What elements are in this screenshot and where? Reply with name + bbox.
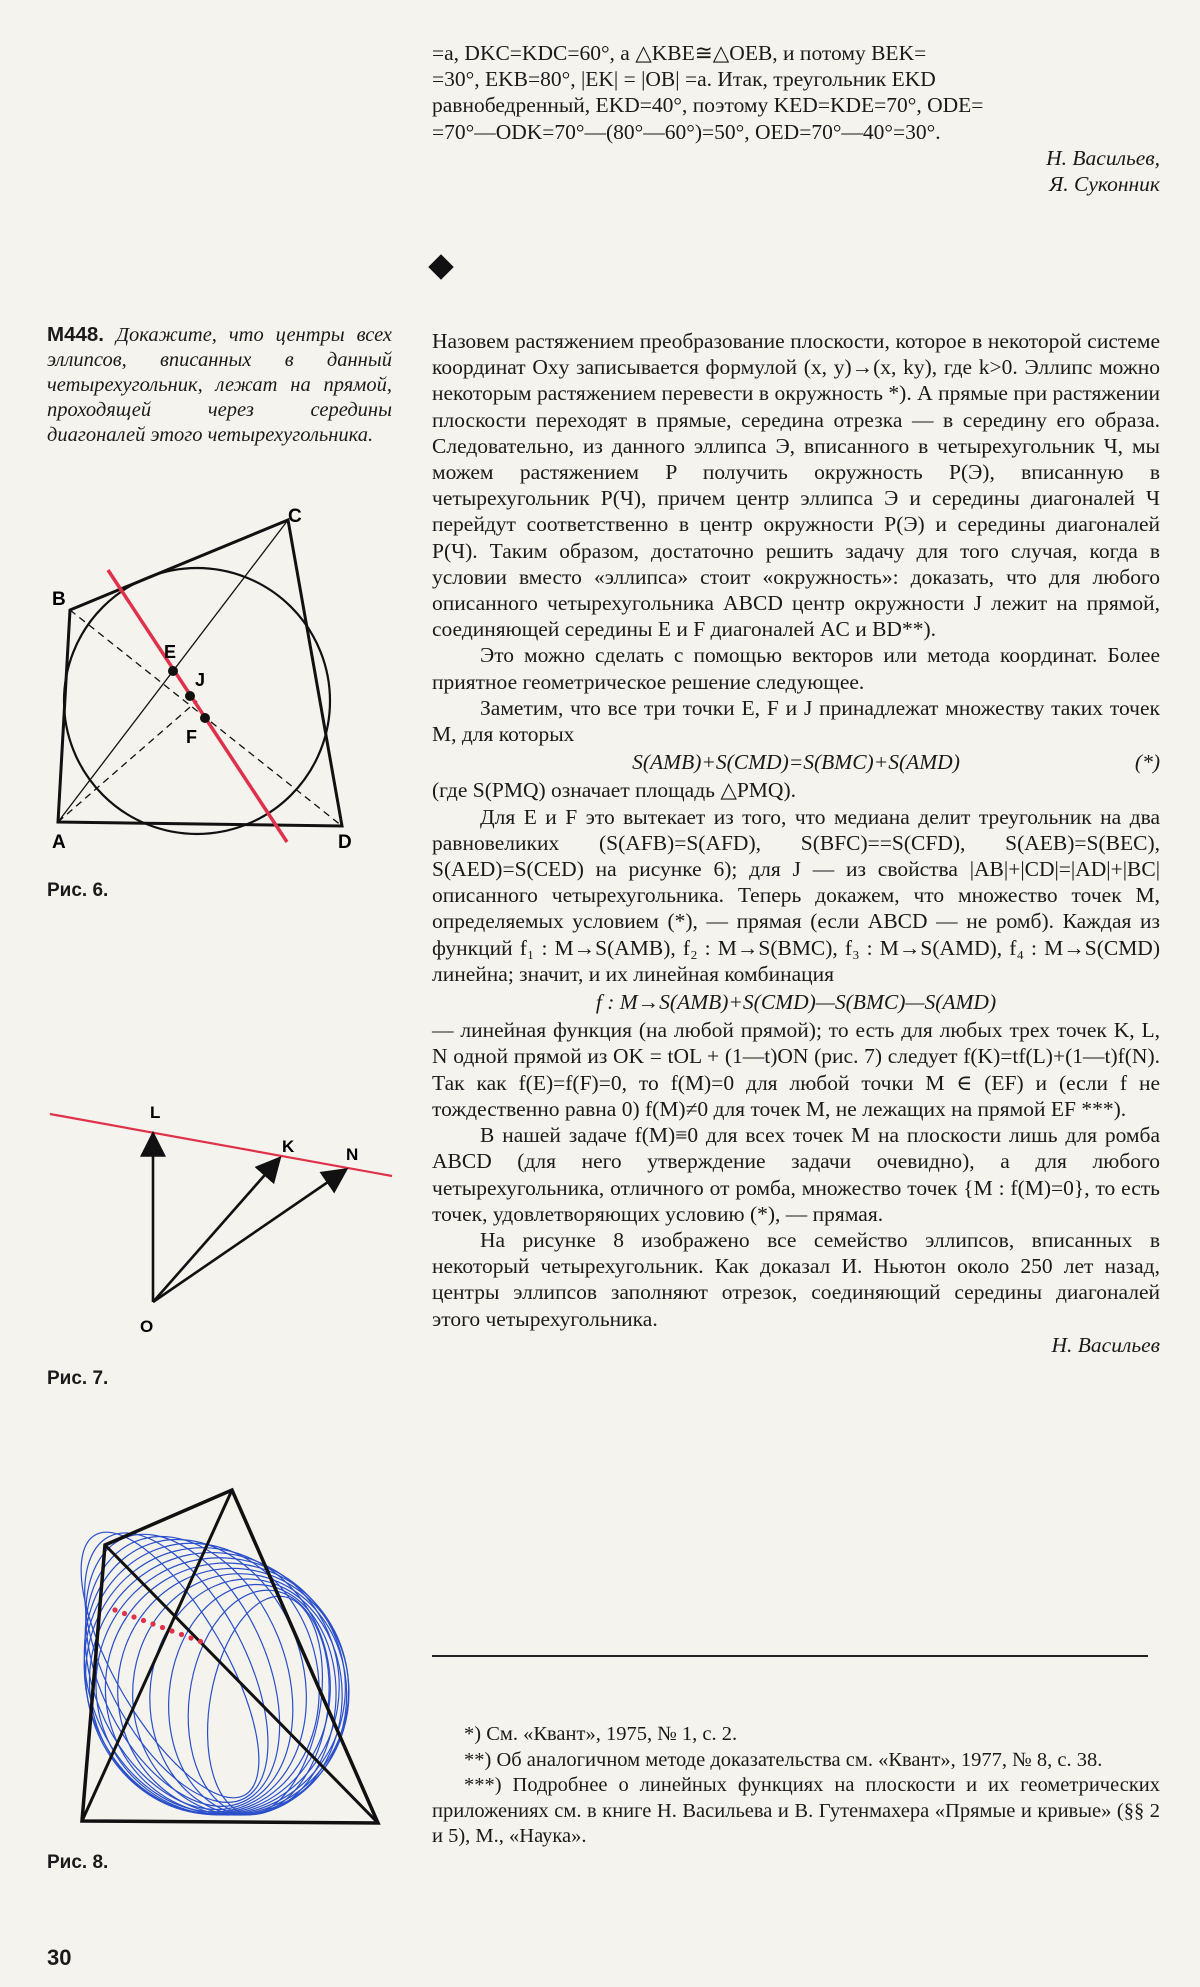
ellipse-center-dot — [122, 1611, 127, 1616]
line-lkn-red — [50, 1114, 392, 1176]
label-c: C — [288, 506, 302, 527]
formula-star-tag: (*) — [1134, 750, 1160, 775]
section-divider-diamond — [428, 254, 453, 279]
formula-f: f : M→S(AMB)+S(CMD)—S(BMC)—S(AMD) — [595, 990, 997, 1015]
author-signature: Н. Васильев, — [1046, 145, 1160, 170]
continuation-block — [432, 40, 1160, 197]
solution-paragraph: В нашей задаче f(M)≡0 для всех точек M на плоскости лишь для ромба ABCD (для него утверждение задачи очевидно), а для любого четырехугольника, отличного от ромба, множество точек {M : f(M)=0}, то есть точек, удовлетворяющих условию (*), — прямая. — [432, 1123, 1160, 1226]
ellipse-centers — [112, 1607, 203, 1644]
page-number: 30 — [47, 1945, 72, 1970]
label-f: F — [186, 727, 197, 747]
label-a: A — [52, 832, 66, 853]
footnote: **) Об аналогичном методе доказательства см. «Квант», 1977, № 8, с. 38. — [464, 1748, 1103, 1771]
point-e — [168, 666, 178, 676]
figure-7 — [40, 1080, 400, 1340]
formula-star-text: S(AMB)+S(CMD)=S(BMC)+S(AMD) — [632, 750, 960, 775]
inscribed-ellipse — [192, 1587, 339, 1823]
label-l: L — [150, 1103, 161, 1122]
figure-8-caption: Рис. 8. — [47, 1852, 109, 1873]
footnotes — [432, 1722, 1160, 1850]
continuation-line: равнобедренный, EKD=40°, поэтому KED=KDE=70°, ODE= — [432, 93, 984, 118]
ellipse-center-dot — [141, 1618, 146, 1623]
solution-paragraph: Это можно сделать с помощью векторов или метода координат. Более приятное геометрическое решение следующее. — [432, 643, 1160, 694]
point-j — [185, 691, 195, 701]
solution-text — [432, 328, 1160, 1358]
author-signature: Я. Суконник — [1049, 172, 1160, 197]
continuation-line: =70°—ODK=70°—(80°—60°)=50°, OED=70°—40°=30°. — [432, 119, 941, 144]
footnote: ***) Подробнее о линейных функциях на плоскости и их геометрических приложениях см. в книге Н. Васильева и В. Гутенмахера «Прямые и кривые» (§§ 2 и 5), М., «Наука». — [432, 1774, 1160, 1847]
figure-8 — [60, 1475, 400, 1855]
problem-text: Докажите, что центры всех эллипсов, вписанных в данный четырехугольник, лежат на прямой, проходящей через середины диагоналей этого четырехугольника. — [47, 324, 393, 446]
solution-paragraph: Для E и F это вытекает из того, что медиана делит треугольник на два равновеликих (S(AFB)=S(AFD), S(BFC)==S(CFD), S(AEB)=S(BEC), S(AED)=S(CED) на рисунке 6); для J — из свойства |AB|+|CD|=|AD|+|BC| описанного четырехугольника. Теперь докажем, что множество точек M, определяемых условием (*), — прямая (если ABCD — не ромб). Каждая из функций f₁ : M→S(AMB), f₂ : M→S(BMC), f₃ : M→S(AMD), f₄ : M→S(CMD) линейна; значит, и их линейная комбинация — [432, 804, 1160, 986]
inscribed-ellipse — [160, 1578, 345, 1821]
problem-number: М448. — [47, 323, 104, 346]
footnote-rule — [432, 1655, 1148, 1657]
point-f — [200, 713, 210, 723]
continuation-line: =30°, EKB=80°, |EK| = |OB| =a. Итак, треугольник EKD — [432, 67, 936, 92]
vector-ok — [153, 1160, 278, 1302]
figure-6-caption: Рис. 6. — [47, 880, 109, 901]
label-e: E — [164, 642, 177, 662]
label-n: N — [346, 1145, 359, 1164]
solution-author: Н. Васильев — [1051, 1332, 1160, 1357]
ellipse-center-dot — [179, 1632, 184, 1637]
solution-paragraph: — линейная функция (на любой прямой); то есть для любых трех точек K, L, N одной прямой из OK = tOL + (1—t)ON (рис. 7) следует f(K)=tf(L)+(1—t)f(N). Так как f(E)=f(F)=0, то f(M)=0 для любой точки M ∈ (EF) и (если f не тождественно равна 0) f(M)≠0 для точек M, не лежащих на прямой EF ***). — [432, 1018, 1160, 1121]
ellipse-center-dot — [188, 1635, 193, 1640]
formula-star — [432, 749, 1160, 775]
ellipse-center-dot — [131, 1614, 136, 1619]
ellipse-center-dot — [198, 1639, 203, 1644]
ellipse-center-dot — [150, 1621, 155, 1626]
inscribed-ellipse — [60, 1505, 331, 1840]
solution-paragraph: Назовем растяжением преобразование плоскости, которое в некоторой системе координат Oxy записывается формулой (x, y)→(x, ky), где k>0. Эллипс можно некоторым растяжением перевести в окружность *). А прямые при растяжении плоскости переходят в прямые, середина отрезка — в середину его образа. Следовательно, из данного эллипса Э, вписанного в четырехугольник Ч, мы можем растяжением P получить окружность P(Э), вписанную в четырехугольник P(Ч), причем центр эллипса Э и середины диагоналей Ч перейдут соответственно в центр окружности P(Э) и середины диагоналей P(Ч). Таким образом, достаточно решить задачу для того случая, когда в условии вместо «эллипса» стоит «окружность»: доказать, что для любого описанного четырехугольника ABCD центр окружности J лежит на прямой, соединяющей середины E и F диагоналей AC и BD**). — [432, 329, 1160, 642]
footnote: *) См. «Квант», 1975, № 1, с. 2. — [464, 1723, 738, 1745]
label-k: K — [282, 1137, 295, 1156]
solution-paragraph: На рисунке 8 изображено все семейство эллипсов, вписанных в некоторый четырехугольник. Как доказал И. Ньютон около 250 лет назад, центры эллипсов заполняют отрезок, соединяющий середины диагоналей этого четырехугольника. — [432, 1227, 1160, 1331]
problem-statement — [47, 322, 392, 448]
continuation-line: =a, DKC=KDC=60°, а △KBE≅△OEB, и потому BEK= — [432, 41, 927, 65]
solution-paragraph: Заметим, что все три точки E, F и J принадлежат множеству таких точек M, для которых — [432, 695, 1160, 747]
ellipse-center-dot — [169, 1628, 174, 1633]
label-d: D — [338, 832, 352, 853]
ellipse-center-dot — [160, 1625, 165, 1630]
inscribed-ellipse — [60, 1522, 358, 1841]
line-ef-red — [108, 570, 287, 842]
label-o: O — [140, 1317, 154, 1336]
figure-6 — [40, 500, 400, 860]
solution-paragraph: (где S(PMQ) означает площадь △PMQ). — [432, 778, 796, 803]
figure-7-caption: Рис. 7. — [47, 1368, 109, 1389]
label-j: J — [195, 670, 206, 690]
inscribed-ellipse — [131, 1572, 348, 1816]
vector-on — [153, 1171, 344, 1302]
label-b: B — [52, 589, 66, 610]
ellipse-center-dot — [112, 1607, 117, 1612]
